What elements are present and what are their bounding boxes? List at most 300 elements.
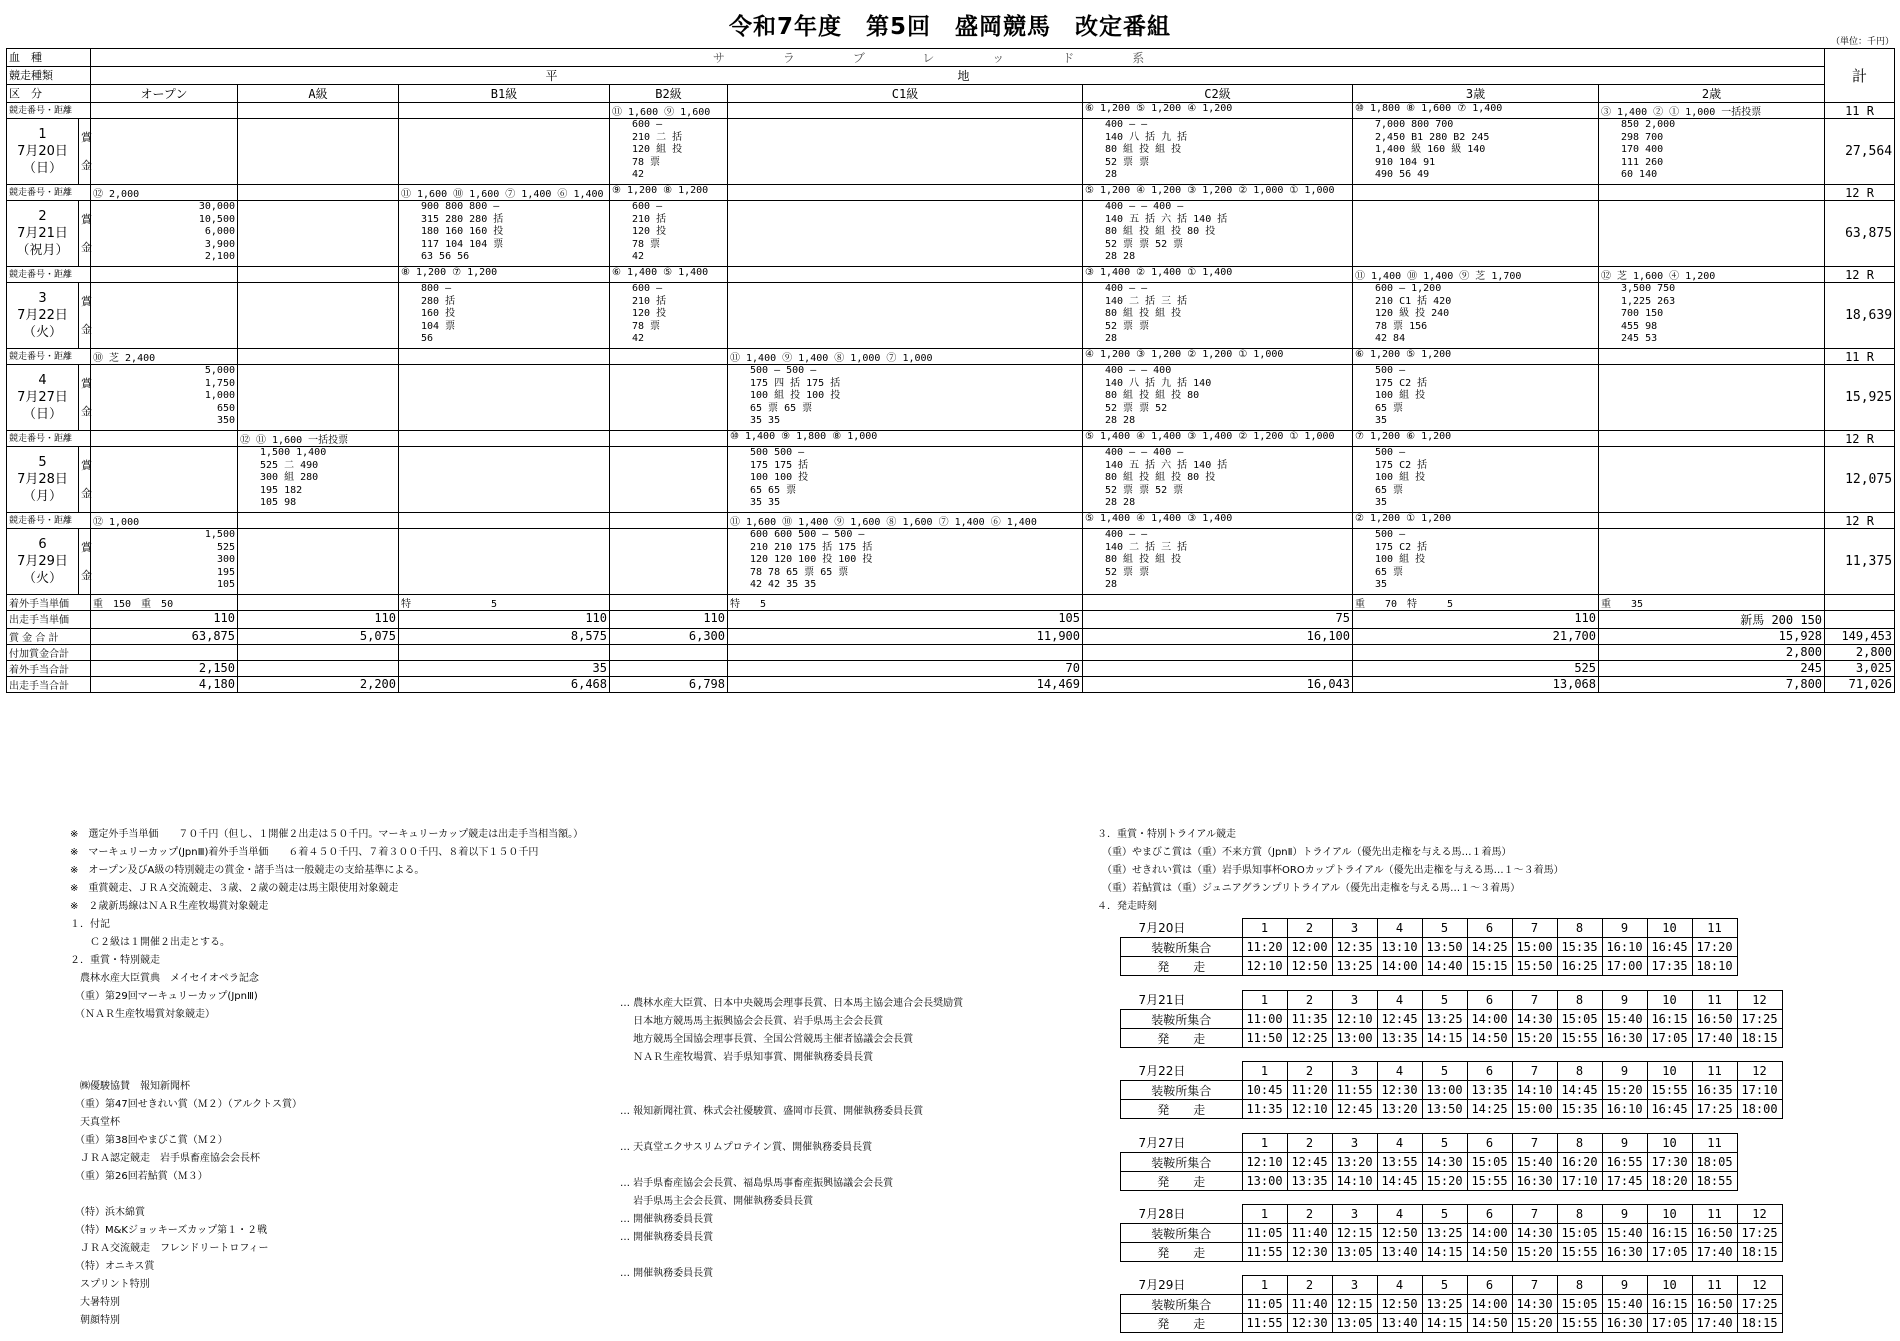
summary-cell [1083, 661, 1353, 677]
note-line: （重）第26回若鮎賞（Ｍ３） [70, 1171, 208, 1182]
summary-cell: 13,068 [1353, 677, 1599, 693]
table-row [1121, 919, 1738, 938]
saddle-time: 13:55 [1377, 1153, 1422, 1172]
race-no-cell [238, 513, 399, 529]
prize-cell [238, 119, 399, 185]
prize-cell [399, 447, 610, 513]
saddle-time: 12:15 [1332, 1224, 1377, 1243]
table-row [7, 661, 1895, 677]
summary-cell: 2,800 [1599, 645, 1825, 661]
race-num: 3 [1332, 991, 1377, 1010]
race-no-cell: ⑧ 1,200 ⑦ 1,200 [399, 267, 610, 283]
start-time: 14:15 [1422, 1243, 1467, 1262]
saddle-time: 17:10 [1737, 1081, 1782, 1100]
prize-lines: 400 — — 140 二 括 三 括 80 組 投 組 投 52 票 票 28 [1105, 529, 1188, 590]
saddle-time: 14:30 [1512, 1224, 1557, 1243]
post-time-table [1120, 918, 1738, 976]
day-label-line: 7月21日 [17, 226, 68, 241]
saddle-time: 13:00 [1422, 1081, 1467, 1100]
right-note-line: ４．発走時刻 [1097, 901, 1157, 912]
race-no-cell [399, 431, 610, 447]
post-time-block [1120, 1133, 1738, 1191]
race-no-cell [238, 349, 399, 365]
prize-cell [1599, 283, 1825, 349]
race-num: 5 [1422, 919, 1467, 938]
saddle-time: 14:00 [1467, 1010, 1512, 1029]
start-time: 14:50 [1467, 1243, 1512, 1262]
race-num: 5 [1422, 1134, 1467, 1153]
note-line: ２．重賞・特別競走 [70, 955, 160, 966]
row-label-blood: 血 種 [7, 49, 91, 67]
day-label-line: 7月28日 [17, 472, 68, 487]
sponsors-section [620, 995, 963, 1283]
summary-grand: 2,800 [1825, 645, 1895, 661]
start-time: 13:40 [1377, 1243, 1422, 1262]
prize-cell [1599, 365, 1825, 431]
prize-lines: 7,000 800 700 2,450 B1 280 B2 245 1,400 級 160 級 140 910 104 91 490 56 49 [1375, 119, 1490, 180]
prize-cell [399, 529, 610, 595]
prize-cell [610, 201, 728, 267]
table-row [7, 611, 1895, 629]
prize-label-bottom: 金 [81, 322, 92, 336]
prize-cell [1083, 283, 1353, 349]
table-row [1121, 1062, 1783, 1081]
prize-cell [610, 119, 728, 185]
sponsor-line: … 天真堂エクサスリムプロテイン賞、開催執務委員長賞 [620, 1142, 873, 1153]
race-num: 7 [1512, 1134, 1557, 1153]
start-time: 14:50 [1467, 1029, 1512, 1048]
note-line: （特）浜木綿賞 [70, 1207, 145, 1218]
prize-cell [728, 529, 1083, 595]
prize-lines: 1,500 525 300 195 105 [204, 529, 235, 590]
prize-cell [1083, 119, 1353, 185]
race-num: 4 [1377, 1134, 1422, 1153]
summary-cell [238, 645, 399, 661]
race-total: 11 R [1825, 103, 1895, 119]
table-row [7, 185, 1895, 201]
prize-cell [399, 283, 610, 349]
start-time: 13:05 [1332, 1314, 1377, 1333]
summary-cell [238, 661, 399, 677]
race-no-cell [91, 103, 238, 119]
race-num: 3 [1332, 1276, 1377, 1295]
prize-lines: 600 600 500 — 500 — 210 210 175 括 175 括 120 120 100 投 100 投 78 78 65 票 65 票 42 42 35 35 [750, 529, 873, 590]
race-no-label: 競走番号・距離 [7, 267, 91, 283]
prize-total: 15,925 [1825, 365, 1895, 431]
start-time: 17:40 [1692, 1029, 1737, 1048]
saddle-time: 14:30 [1422, 1153, 1467, 1172]
summary-grand: 71,026 [1825, 677, 1895, 693]
race-num: 9 [1602, 1276, 1647, 1295]
prize-lines: 1,500 1,400 525 二 490 300 組 280 195 182 105 98 [260, 447, 327, 508]
race-num: 2 [1287, 991, 1332, 1010]
start-time: 14:10 [1332, 1172, 1377, 1191]
start-time: 18:15 [1737, 1314, 1782, 1333]
sponsor-line: … 岩手県畜産協会会長賞、福島県馬事畜産振興協議会会長賞 [620, 1178, 894, 1189]
summary-cell: 105 [728, 611, 1083, 629]
start-time: 15:35 [1557, 1100, 1602, 1119]
summary-cell: 75 [1083, 611, 1353, 629]
day-label [7, 365, 79, 431]
race-num: 6 [1467, 919, 1512, 938]
race-no-cell [610, 349, 728, 365]
race-num: 5 [1422, 1276, 1467, 1295]
saddle-label: 装鞍所集合 [1121, 1295, 1243, 1314]
race-no-label: 競走番号・距離 [7, 103, 91, 119]
saddle-time: 14:25 [1467, 938, 1512, 957]
race-num: 11 [1692, 919, 1737, 938]
summary-cell: 15,928 [1599, 629, 1825, 645]
summary-grand [1825, 595, 1895, 611]
note-line: ＪＲＡ交流競走 フレンドリートロフィー [70, 1243, 269, 1254]
prize-cell [1083, 529, 1353, 595]
saddle-time: 12:10 [1332, 1010, 1377, 1029]
saddle-time: 16:35 [1692, 1081, 1737, 1100]
class-header: C1級 [728, 85, 1083, 103]
saddle-time: 14:00 [1467, 1224, 1512, 1243]
prize-lines: 3,500 750 1,225 263 700 150 455 98 245 53 [1621, 283, 1676, 344]
prize-cell [238, 447, 399, 513]
sponsor-line: … 農林水産大臣賞、日本中央競馬会理事長賞、日本馬主協会連合会長奨励賞 [620, 998, 964, 1009]
saddle-time: 15:05 [1557, 1010, 1602, 1029]
prize-cell [610, 283, 728, 349]
summary-cell: 4,180 [91, 677, 238, 693]
prize-total: 18,639 [1825, 283, 1895, 349]
start-time: 14:00 [1377, 957, 1422, 976]
race-num: 9 [1602, 1134, 1647, 1153]
race-num: 4 [1377, 1062, 1422, 1081]
race-num: 8 [1557, 1205, 1602, 1224]
race-num: 6 [1467, 1134, 1512, 1153]
saddle-time: 14:45 [1557, 1081, 1602, 1100]
race-num: 10 [1647, 919, 1692, 938]
prize-label [79, 283, 91, 349]
race-num: 2 [1287, 1205, 1332, 1224]
saddle-time: 11:20 [1242, 938, 1287, 957]
saddle-time: 17:25 [1737, 1010, 1782, 1029]
table-row [1121, 957, 1738, 976]
race-num: 11 [1692, 991, 1737, 1010]
table-row [1121, 1314, 1783, 1333]
sponsor-line [620, 1067, 963, 1085]
saddle-time: 12:35 [1332, 938, 1377, 957]
prize-cell [1353, 529, 1599, 595]
summary-cell [399, 645, 610, 661]
race-num: 12 [1737, 1205, 1782, 1224]
note-line: ㈱優駿協賛 報知新聞杯 [70, 1081, 190, 1092]
saddle-time: 13:50 [1422, 938, 1467, 957]
prize-label-bottom: 金 [81, 158, 92, 172]
note-line: （特）M&Kジョッキーズカップ第１・２戦 [70, 1225, 268, 1236]
saddle-time: 14:30 [1512, 1010, 1557, 1029]
saddle-time: 16:15 [1647, 1224, 1692, 1243]
race-num: 7 [1512, 1276, 1557, 1295]
prize-cell [238, 283, 399, 349]
day-label-line: 7月20日 [17, 144, 68, 159]
saddle-time: 12:30 [1377, 1081, 1422, 1100]
prize-cell [399, 201, 610, 267]
class-header: B2級 [610, 85, 728, 103]
prize-cell [91, 283, 238, 349]
prize-lines: 600 — 210 二 括 120 組 投 78 票 42 [632, 119, 683, 180]
table-row [1121, 1224, 1783, 1243]
start-time: 17:05 [1647, 1243, 1692, 1262]
note-line: （重）第38回やまびこ賞（Ｍ２） [70, 1135, 228, 1146]
race-total: 12 R [1825, 185, 1895, 201]
prize-cell [1353, 283, 1599, 349]
race-no-cell: ⑩ 芝 2,400 [91, 349, 238, 365]
sponsor-line: 岩手県馬主会会長賞、開催執務委員長賞 [620, 1196, 814, 1207]
saddle-time: 13:10 [1377, 938, 1422, 957]
prize-lines: 850 2,000 298 700 170 400 111 260 60 140 [1621, 119, 1676, 180]
prize-label-bottom: 金 [81, 240, 92, 254]
prize-label-top: 賞 [81, 458, 92, 472]
race-num: 12 [1737, 1062, 1782, 1081]
race-no-cell [1599, 185, 1825, 201]
start-label: 発 走 [1121, 1243, 1243, 1262]
saddle-label: 装鞍所集合 [1121, 938, 1243, 957]
day-label [7, 283, 79, 349]
summary-cell: 14,469 [728, 677, 1083, 693]
race-num: 2 [1287, 1134, 1332, 1153]
saddle-label: 装鞍所集合 [1121, 1153, 1243, 1172]
race-num: 3 [1332, 1134, 1377, 1153]
race-num: 9 [1602, 1062, 1647, 1081]
race-no-cell [728, 267, 1083, 283]
note-line: ※ 選定外手当単価 ７０千円（但し、１開催２出走は５０千円。マーキュリーカップ競走は出走手当相当額。） [70, 829, 584, 840]
saddle-label: 装鞍所集合 [1121, 1081, 1243, 1100]
table-row [1121, 991, 1783, 1010]
table-row [7, 431, 1895, 447]
saddle-time: 12:15 [1332, 1295, 1377, 1314]
day-label [7, 447, 79, 513]
table-row [1121, 1172, 1738, 1191]
start-time: 17:05 [1647, 1314, 1692, 1333]
race-num: 7 [1512, 919, 1557, 938]
summary-cell: 特 5 [728, 595, 1083, 611]
race-num: 2 [1287, 1276, 1332, 1295]
race-num: 6 [1467, 1205, 1512, 1224]
race-no-cell: ⑫ 芝 1,600 ④ 1,200 [1599, 267, 1825, 283]
summary-label: 賞 金 合 計 [7, 629, 91, 645]
summary-cell: 110 [399, 611, 610, 629]
race-no-cell [238, 185, 399, 201]
saddle-time: 11:00 [1242, 1010, 1287, 1029]
race-total: 11 R [1825, 349, 1895, 365]
table-row [7, 267, 1895, 283]
prize-label-top: 賞 [81, 130, 92, 144]
saddle-time: 14:00 [1467, 1295, 1512, 1314]
race-num: 9 [1602, 1205, 1647, 1224]
race-num: 8 [1557, 1134, 1602, 1153]
saddle-time: 15:40 [1602, 1224, 1647, 1243]
start-time: 15:55 [1467, 1172, 1512, 1191]
prize-cell [728, 119, 1083, 185]
post-day: 7月22日 [1138, 1064, 1186, 1079]
summary-grand [1825, 611, 1895, 629]
summary-cell: 6,798 [610, 677, 728, 693]
start-time: 13:35 [1287, 1172, 1332, 1191]
table-row [7, 283, 1895, 349]
start-label: 発 走 [1121, 1314, 1243, 1333]
post-time-table [1120, 1204, 1783, 1262]
race-num: 10 [1647, 991, 1692, 1010]
summary-cell: 70 [728, 661, 1083, 677]
table-row [7, 67, 1895, 85]
start-time: 13:35 [1377, 1029, 1422, 1048]
race-no-cell [1599, 513, 1825, 529]
start-label: 発 走 [1121, 957, 1243, 976]
note-line: （ＮＡＲ生産牧場賞対象競走） [70, 1009, 215, 1020]
note-line: 大暑特別 [70, 1297, 120, 1308]
race-no-cell: ⑫ ⑪ 1,600 一括投票 [238, 431, 399, 447]
race-num: 8 [1557, 991, 1602, 1010]
table-row [1121, 1153, 1738, 1172]
unit-note: （単位：千円） [1830, 37, 1894, 47]
race-num: 8 [1557, 919, 1602, 938]
day-label-line: 6 [38, 537, 47, 552]
race-num: 6 [1467, 991, 1512, 1010]
summary-cell: 2,150 [91, 661, 238, 677]
saddle-time: 15:40 [1512, 1153, 1557, 1172]
start-time: 11:35 [1242, 1100, 1287, 1119]
saddle-time: 12:50 [1377, 1295, 1422, 1314]
saddle-time: 11:35 [1287, 1010, 1332, 1029]
day-label-line: 2 [38, 209, 47, 224]
saddle-time: 10:45 [1242, 1081, 1287, 1100]
summary-label: 付加賞金合計 [7, 645, 91, 661]
race-no-cell: ⑫ 2,000 [91, 185, 238, 201]
note-line: （特）オニキス賞 [70, 1261, 155, 1272]
table-row [1121, 1081, 1783, 1100]
race-num: 8 [1557, 1062, 1602, 1081]
race-num: 12 [1737, 991, 1782, 1010]
summary-label: 着外手当単価 [7, 595, 91, 611]
start-time: 13:00 [1332, 1029, 1377, 1048]
saddle-time: 17:25 [1737, 1224, 1782, 1243]
day-label-line: 1 [38, 127, 47, 142]
class-header: C2級 [1083, 85, 1353, 103]
start-time: 16:30 [1602, 1314, 1647, 1333]
race-no-cell: ③ 1,400 ② ① 1,000 一括投票 [1599, 103, 1825, 119]
day-label-line: （日） [22, 161, 62, 176]
day-label-line: 3 [38, 291, 47, 306]
prize-lines: 5,000 1,750 1,000 650 350 [204, 365, 235, 426]
note-line: ※ ２歳新馬線はＮＡＲ生産牧場賞対象競走 [70, 901, 269, 912]
prize-label-bottom: 金 [81, 404, 92, 418]
prize-lines: 500 — 175 C2 括 100 組 投 65 票 35 [1375, 529, 1428, 590]
prize-cell [1599, 529, 1825, 595]
table-row [7, 629, 1895, 645]
race-num: 4 [1377, 1276, 1422, 1295]
table-row [7, 677, 1895, 693]
start-time: 15:55 [1557, 1314, 1602, 1333]
post-time-block [1120, 1204, 1783, 1262]
start-time: 18:55 [1692, 1172, 1737, 1191]
saddle-time: 18:05 [1692, 1153, 1737, 1172]
sponsor-line [620, 1085, 963, 1103]
summary-cell: 16,100 [1083, 629, 1353, 645]
prize-label-bottom: 金 [81, 486, 92, 500]
race-num: 2 [1287, 919, 1332, 938]
race-no-cell: ③ 1,400 ② 1,400 ① 1,400 [1083, 267, 1353, 283]
race-no-label: 競走番号・距離 [7, 513, 91, 529]
summary-cell: 16,043 [1083, 677, 1353, 693]
summary-cell: 110 [1353, 611, 1599, 629]
race-num: 11 [1692, 1205, 1737, 1224]
saddle-time: 12:00 [1287, 938, 1332, 957]
race-no-cell: ⑩ 1,800 ⑧ 1,600 ⑦ 1,400 [1353, 103, 1599, 119]
summary-cell: 2,200 [238, 677, 399, 693]
race-num: 3 [1332, 919, 1377, 938]
start-time: 13:20 [1377, 1100, 1422, 1119]
summary-cell [1083, 595, 1353, 611]
prize-label [79, 529, 91, 595]
post-time-block [1120, 1275, 1783, 1333]
post-day: 7月21日 [1138, 993, 1186, 1008]
start-time: 15:50 [1512, 957, 1557, 976]
race-no-cell [238, 267, 399, 283]
row-label-class: 区 分 [7, 85, 91, 103]
summary-cell: 35 [399, 661, 610, 677]
start-time: 14:25 [1467, 1100, 1512, 1119]
prize-cell [399, 119, 610, 185]
prize-cell [91, 201, 238, 267]
note-line: ※ マーキュリーカップ(JpnⅢ)着外手当単価 ６着４５０千円、７着３００千円、８着以下１５０千円 [70, 847, 539, 858]
race-no-label: 競走番号・距離 [7, 349, 91, 365]
saddle-label: 装鞍所集合 [1121, 1010, 1243, 1029]
summary-cell: 8,575 [399, 629, 610, 645]
note-line: 朝顔特別 [70, 1315, 120, 1326]
prize-cell [238, 529, 399, 595]
summary-cell: 重 35 [1599, 595, 1825, 611]
race-num: 5 [1422, 1062, 1467, 1081]
race-no-cell: ⑤ 1,400 ④ 1,400 ③ 1,400 ② 1,200 ① 1,000 [1083, 431, 1353, 447]
start-time: 16:30 [1512, 1172, 1557, 1191]
summary-cell [91, 645, 238, 661]
race-num: 5 [1422, 1205, 1467, 1224]
saddle-time: 14:10 [1512, 1081, 1557, 1100]
blood-value: サラブレッド系 [91, 49, 1825, 67]
day-label-line: 7月22日 [17, 308, 68, 323]
class-header: オープン [91, 85, 238, 103]
start-time: 14:15 [1422, 1314, 1467, 1333]
summary-label: 着外手当合計 [7, 661, 91, 677]
start-time: 17:40 [1692, 1243, 1737, 1262]
start-time: 15:55 [1557, 1029, 1602, 1048]
saddle-time: 16:50 [1692, 1295, 1737, 1314]
post-day: 7月28日 [1138, 1207, 1186, 1222]
saddle-time: 11:40 [1287, 1224, 1332, 1243]
saddle-time: 16:15 [1647, 1010, 1692, 1029]
day-label-line: （月） [22, 489, 62, 504]
saddle-time: 11:55 [1332, 1081, 1377, 1100]
prize-cell [610, 447, 728, 513]
table-row [1121, 1295, 1783, 1314]
saddle-time: 17:30 [1647, 1153, 1692, 1172]
race-num: 4 [1377, 991, 1422, 1010]
note-line: 天真堂杯 [70, 1117, 120, 1128]
prize-cell [610, 365, 728, 431]
prize-lines: 400 — — 400 — 140 五 括 六 括 140 括 80 組 投 組 投 80 投 52 票 票 52 票 28 28 [1105, 447, 1228, 508]
table-row [1121, 938, 1738, 957]
summary-cell: 重 150 重 50 [91, 595, 238, 611]
table-row [7, 103, 1895, 119]
class-header: 2歳 [1599, 85, 1825, 103]
start-time: 13:25 [1332, 957, 1377, 976]
prize-cell [728, 447, 1083, 513]
prize-lines: 600 — 210 括 120 投 78 票 42 [632, 283, 667, 344]
